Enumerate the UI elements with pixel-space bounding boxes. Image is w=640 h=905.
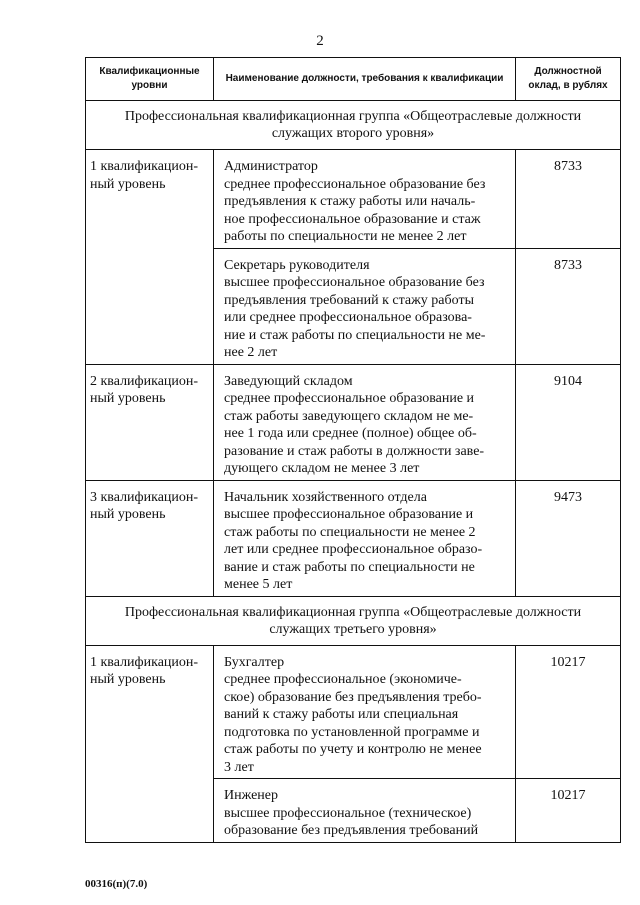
- salary-cell: 9104: [516, 364, 621, 480]
- group-heading-line: служащих второго уровня»: [271, 126, 435, 141]
- group-heading-row: [86, 101, 621, 150]
- header-level: [86, 58, 214, 101]
- position-cell: [214, 364, 516, 480]
- level-line: 1 квалификацион-: [90, 159, 199, 174]
- requirement-line: вание и стаж работы по специальности не: [224, 559, 475, 575]
- level-cell: [86, 480, 214, 596]
- requirement-line: нее 2 лет: [224, 345, 278, 360]
- salary-cell: 8733: [516, 248, 621, 364]
- requirement-line: образование без предъявления требований: [224, 823, 479, 838]
- header-salary-line: оклад, в рублях: [528, 80, 608, 91]
- requirement-line: среднее профессиональное образование и: [224, 391, 475, 406]
- document-code: 00316(п)(7.0): [85, 878, 148, 890]
- salary-table: [85, 57, 621, 843]
- header-salary-line: Должностной: [534, 66, 602, 77]
- group-heading-line: Профессиональная квалификационная группа «Общеотраслевые должности: [124, 604, 582, 620]
- position-title: Бухгалтер: [224, 654, 285, 670]
- group-heading: [86, 101, 621, 150]
- position-cell: [214, 248, 516, 364]
- header-salary: [516, 58, 621, 101]
- header-level-line: Квалификационные: [99, 66, 200, 77]
- requirement-line: работы по специальности не менее 2 лет: [224, 229, 467, 244]
- level-line: ный уровень: [90, 507, 166, 522]
- requirement-line: менее 5 лет: [224, 577, 293, 592]
- table-row: [86, 645, 621, 779]
- requirement-line: нее 1 года или среднее (полное) общее об-: [224, 426, 477, 441]
- group-heading: [86, 596, 621, 645]
- requirement-line: высшее профессиональное образование и: [224, 507, 474, 522]
- table-header-row: [86, 58, 621, 101]
- position-title: Инженер: [224, 788, 279, 803]
- page-number: 2: [316, 33, 324, 49]
- requirement-line: 3 лет: [224, 759, 254, 775]
- group-heading-line: служащих третьего уровня»: [269, 621, 437, 637]
- level-line: 1 квалификацион-: [90, 654, 199, 670]
- requirement-line: высшее профессиональное (техническое): [224, 805, 472, 821]
- requirement-line: лет или среднее профессиональное образо-: [224, 542, 483, 557]
- requirement-line: среднее профессиональное (экономиче-: [224, 672, 462, 687]
- position-cell: [214, 150, 516, 249]
- group-heading-row: [86, 596, 621, 645]
- header-position: [214, 58, 516, 101]
- requirement-line: дующего складом не менее 3 лет: [224, 461, 420, 476]
- requirement-line: среднее профессиональное образование без: [224, 176, 486, 192]
- position-title: Заведующий складом: [224, 373, 353, 389]
- requirement-line: ное профессиональное образование и стаж: [224, 211, 481, 227]
- requirement-line: ваний к стажу работы или специальная: [224, 707, 459, 722]
- position-title: Секретарь руководителя: [224, 257, 370, 273]
- requirement-line: ние и стаж работы по специальности не ме-: [224, 327, 486, 343]
- level-line: 3 квалификацион-: [90, 489, 199, 505]
- header-level-line: уровни: [131, 80, 168, 91]
- requirement-line: подготовка по установленной программе и: [224, 724, 480, 740]
- level-cell: [86, 364, 214, 480]
- requirement-line: разование и стаж работы в должности заве-: [224, 443, 485, 459]
- salary-cell: 8733: [516, 150, 621, 249]
- salary-cell: 10217: [516, 645, 621, 779]
- requirement-line: предъявления требований к стажу работы: [224, 292, 474, 308]
- table-row: [86, 480, 621, 596]
- level-line: ный уровень: [90, 672, 166, 687]
- level-cell: [86, 645, 214, 842]
- level-line: 2 квалификацион-: [90, 373, 199, 389]
- table-row: [86, 150, 621, 249]
- position-cell: [214, 779, 516, 843]
- requirement-line: стаж работы по специальности не менее 2: [224, 524, 476, 540]
- header-position-line: Наименование должности, требования к квалификации: [225, 73, 504, 84]
- position-title: Начальник хозяйственного отдела: [224, 489, 427, 505]
- requirement-line: высшее профессиональное образование без: [224, 275, 485, 290]
- salary-cell: 9473: [516, 480, 621, 596]
- salary-cell: 10217: [516, 779, 621, 843]
- position-cell: [214, 645, 516, 779]
- requirement-line: или среднее профессиональное образова-: [224, 310, 472, 325]
- requirement-line: стаж работы заведующего складом не ме-: [224, 408, 474, 424]
- position-title: Администратор: [224, 159, 318, 174]
- position-cell: [214, 480, 516, 596]
- level-line: ный уровень: [90, 391, 166, 406]
- requirement-line: предъявления к стажу работы или началь-: [224, 194, 476, 209]
- requirement-line: стаж работы по учету и контролю не менее: [224, 742, 482, 757]
- group-heading-line: Профессиональная квалификационная группа «Общеотраслевые должности: [124, 109, 582, 124]
- level-line: ный уровень: [90, 176, 166, 192]
- table-row: [86, 364, 621, 480]
- requirement-line: ское) образование без предъявления требо-: [224, 689, 482, 705]
- level-cell: [86, 150, 214, 365]
